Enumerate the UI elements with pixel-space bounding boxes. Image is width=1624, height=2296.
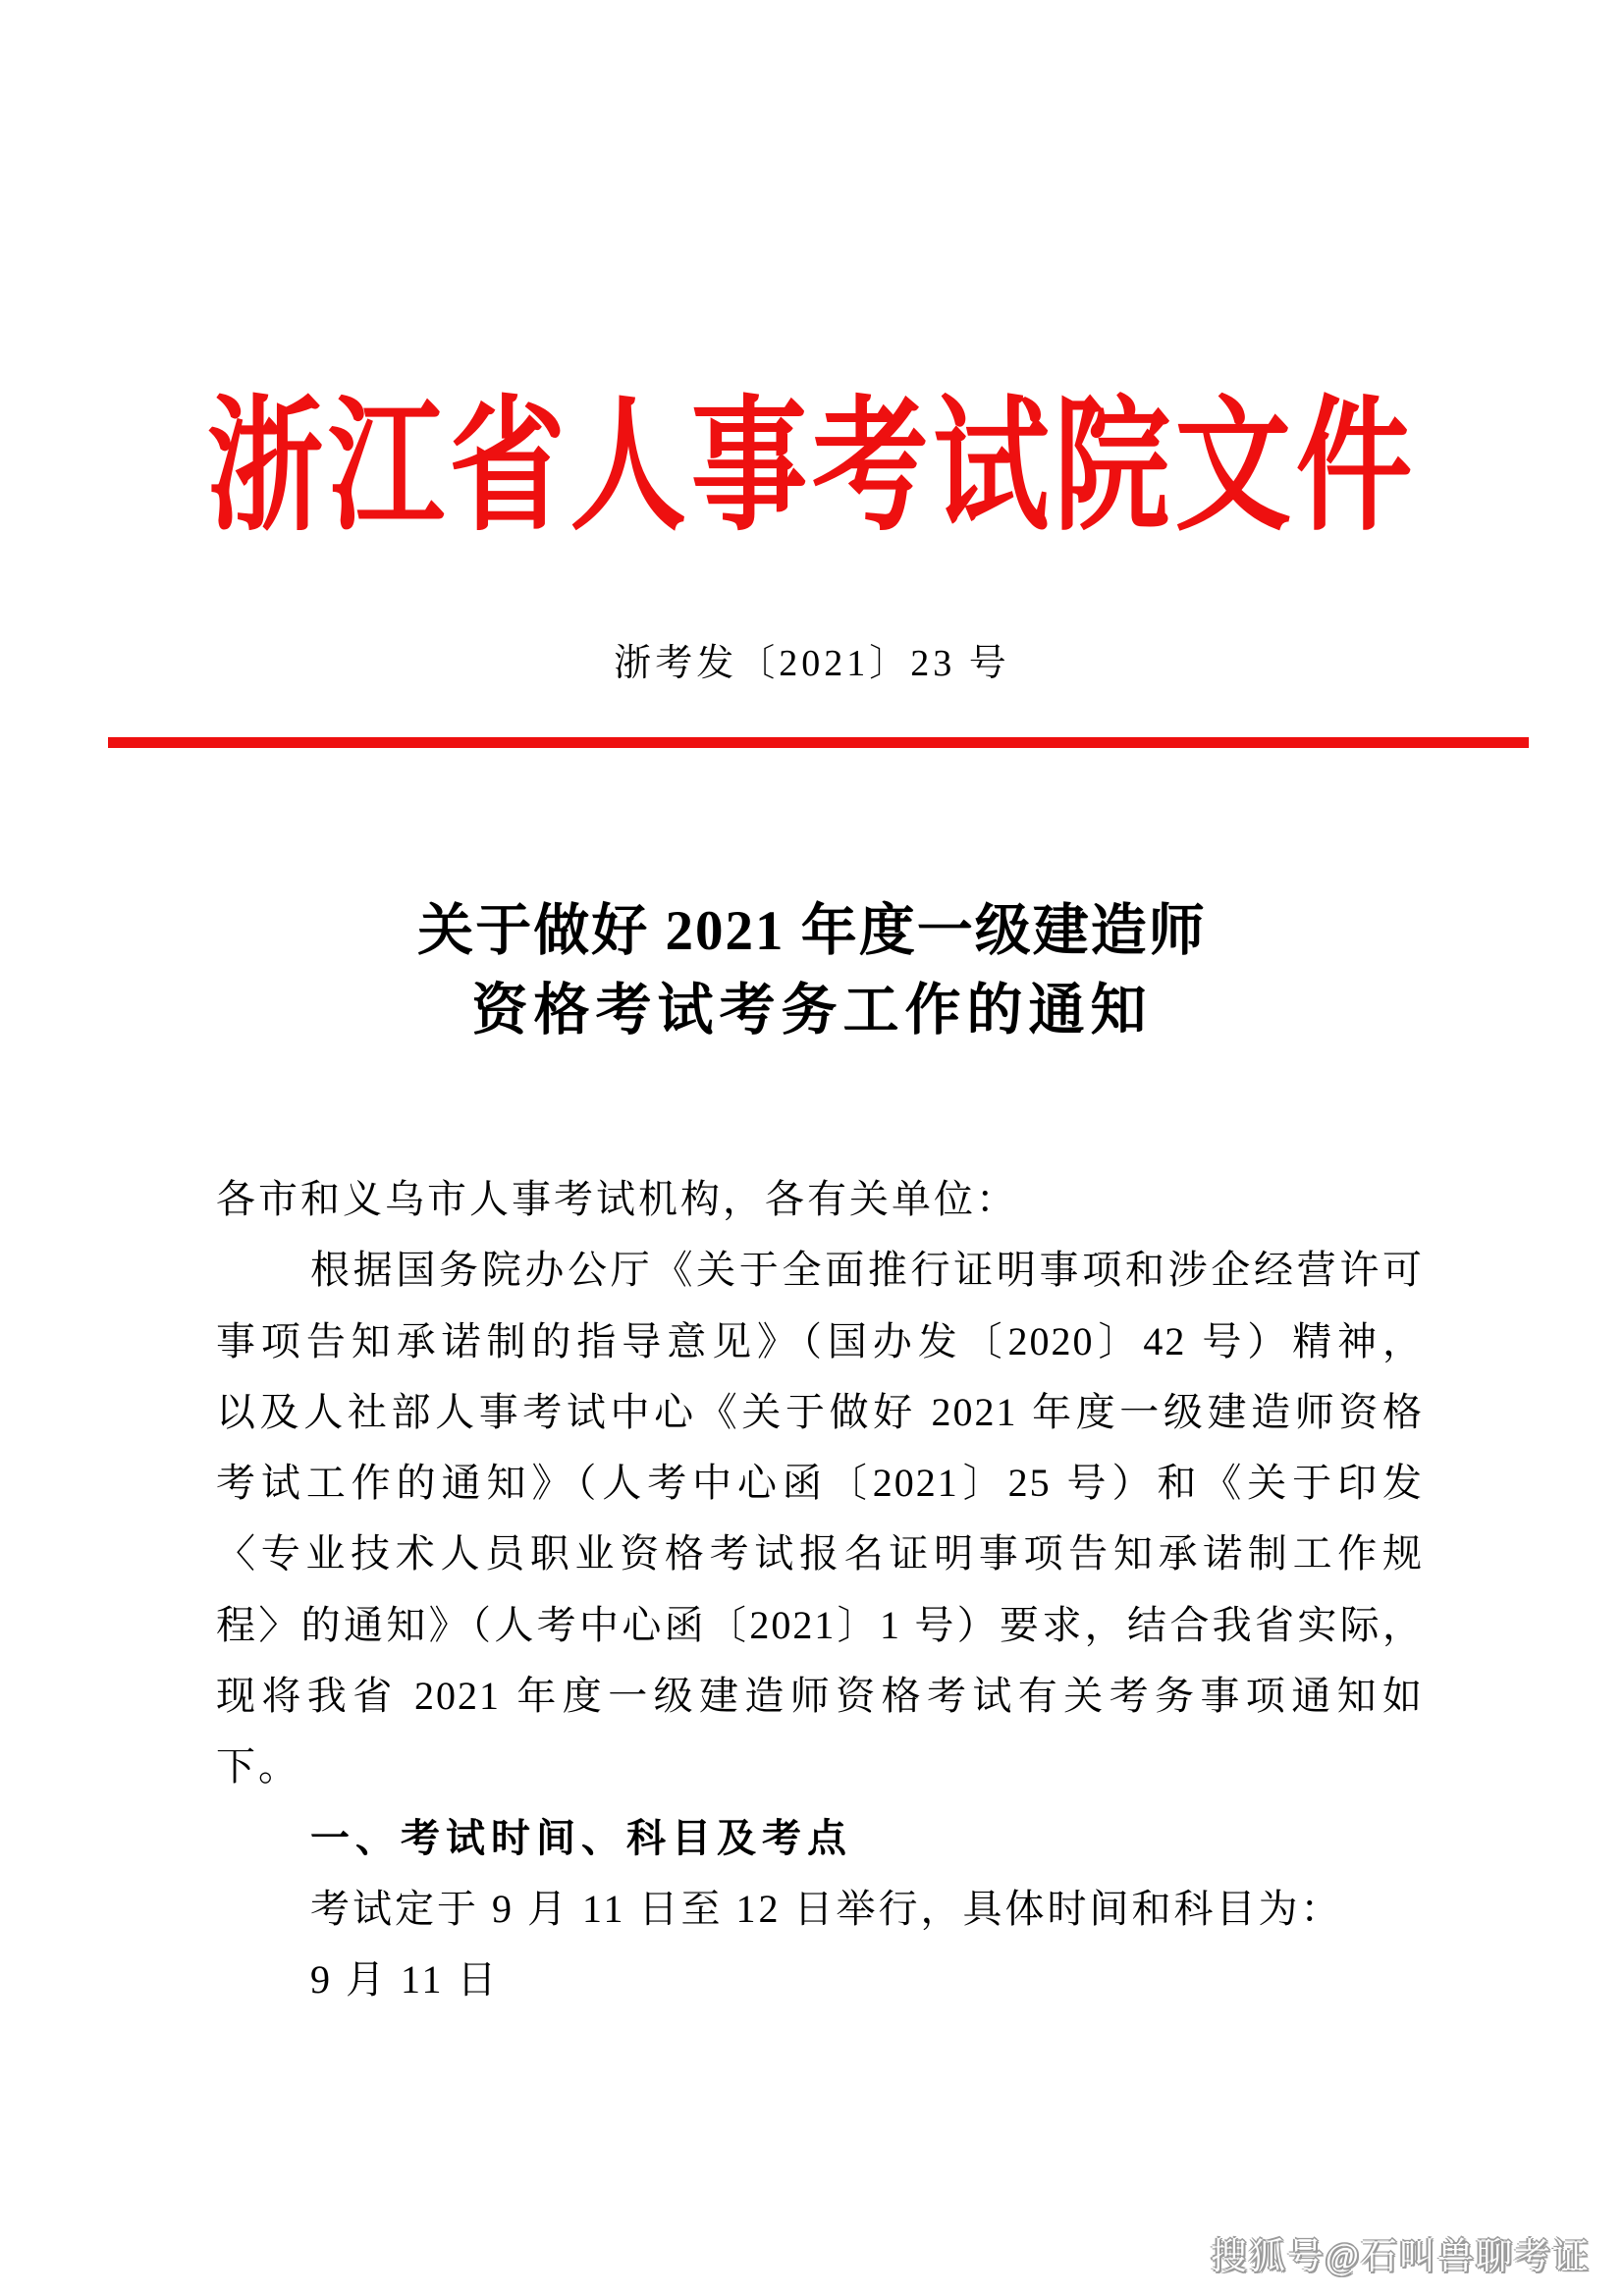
notice-title-line2: 资格考试考务工作的通知 [471,980,1153,1041]
body-line-salutation: 各市和义乌市人事考试机构，各有关单位： [216,1177,1018,1221]
body-line: 〈专业技术人员职业资格考试报名证明事项告知承诺制工作规 [216,1531,1424,1576]
section-heading: 一、考试时间、科目及考点 [310,1816,852,1860]
body-line: 以及人社部人事考试中心《关于做好 2021 年度一级建造师资格 [216,1389,1424,1434]
doc-number: 浙考发〔2021〕23 号 [614,643,1010,684]
body-line: 考试定于 9 月 11 日至 12 日举行，具体时间和科目为： [310,1886,1343,1931]
body-line: 下。 [216,1744,300,1789]
letterhead-org-title: 浙江省人事考试院文件 [206,388,1417,549]
notice-body [216,1164,1424,2016]
body-line: 程〉的通知》（人考中心函〔2021〕1 号）要求，结合我省实际， [216,1602,1424,1647]
body-line: 考试工作的通知》（人考中心函〔2021〕25 号）和《关于印发 [216,1461,1424,1506]
body-line: 事项告知承诺制的指导意见》（国办发〔2020〕42 号）精神， [216,1318,1424,1363]
body-line: 9 月 11 日 [310,1957,500,2002]
letterhead-divider-line [108,737,1529,748]
body-line: 现将我省 2021 年度一级建造师资格考试有关考务事项通知如 [216,1674,1424,1719]
body-line: 根据国务院办公厅《关于全面推行证明事项和涉企经营许可 [310,1248,1424,1293]
notice-title [0,891,1624,1050]
watermark-text: 搜狐号@石叫兽聊考证 [1210,2237,1591,2277]
notice-title-line1: 关于做好 2021 年度一级建造师 [417,900,1207,962]
